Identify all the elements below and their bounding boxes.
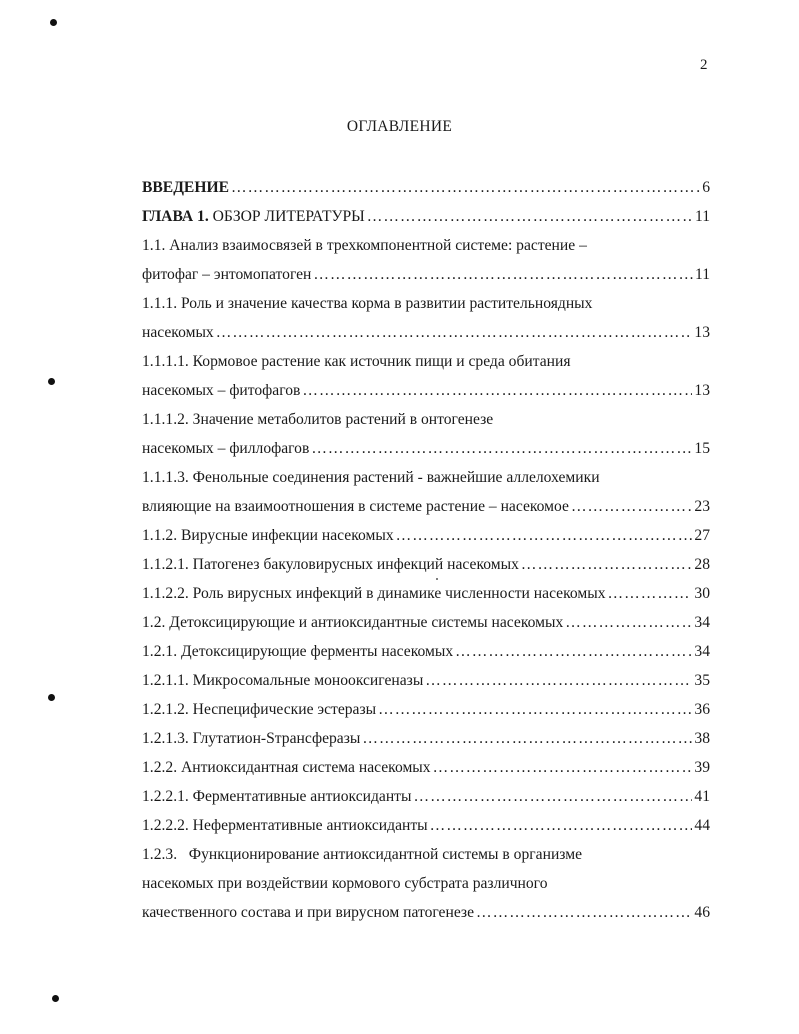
- toc-entry-title-cont: насекомых: [142, 324, 214, 341]
- toc-entry-1-2-1[interactable]: [142, 637, 710, 666]
- dot-leader: [425, 666, 692, 695]
- toc-entry-title-cont: насекомых при воздействии кормового субстрата различного: [142, 875, 548, 892]
- toc-entry-1-2-2-1[interactable]: [142, 782, 710, 811]
- dot-leader: [362, 724, 692, 753]
- toc-entry-title: 1.1.1.3. Фенольные соединения растений - важнейшие аллелохемики: [142, 469, 600, 486]
- toc-entry-title: [142, 202, 365, 231]
- scan-mark: [48, 694, 55, 701]
- toc-entry-title-cont: насекомых – фитофагов: [142, 382, 301, 399]
- toc-entry-1-2-1-2[interactable]: [142, 695, 710, 724]
- toc-entry-chapter-1[interactable]: [142, 202, 710, 231]
- toc-entry-title: 1.1.2.2. Роль вирусных инфекций в динамике численности насекомых: [142, 585, 606, 602]
- toc-entry-1-1-1-1-cont[interactable]: [142, 376, 710, 405]
- toc-entry-title: 1.1.1. Роль и значение качества корма в развитии растительноядных: [142, 295, 593, 312]
- toc-page-number: 11: [694, 266, 710, 283]
- dot-leader: [608, 579, 693, 608]
- toc-entry-1-1-1-cont[interactable]: [142, 318, 710, 347]
- toc-page-number: 11: [694, 208, 710, 225]
- dot-leader: [476, 898, 692, 927]
- toc-entry-title: 1.1. Анализ взаимосвязей в трехкомпонентной системе: растение –: [142, 237, 587, 254]
- scan-mark: [52, 995, 59, 1002]
- scan-mark: [48, 378, 55, 385]
- toc-entry-1-2-2-2[interactable]: [142, 811, 710, 840]
- toc-page-number: 13: [694, 382, 710, 399]
- chapter-title: ОБЗОР ЛИТЕРАТУРЫ: [208, 208, 365, 225]
- toc-page-number: 34: [694, 643, 710, 660]
- toc-entry-title: 1.2.2. Антиоксидантная система насекомых: [142, 759, 431, 776]
- toc-page-number: 28: [694, 556, 710, 573]
- toc-entry-title: 1.1.1.1. Кормовое растение как источник пищи и среда обитания: [142, 353, 571, 370]
- toc-page-number: 38: [694, 730, 710, 747]
- toc-entry-title: 1.2.2.1. Ферментативные антиоксиданты: [142, 788, 412, 805]
- toc-entry-1-1-1[interactable]: [142, 289, 710, 318]
- toc-entry-title: ВВЕДЕНИЕ: [142, 179, 229, 196]
- toc-page-number: 46: [694, 904, 710, 921]
- toc-page-number: 15: [694, 440, 710, 457]
- toc-entry-title: 1.1.2. Вирусные инфекции насекомых: [142, 527, 394, 544]
- toc-page-number: 41: [694, 788, 710, 805]
- toc-entry-1-2-3-cont2[interactable]: [142, 898, 710, 927]
- dot-leader: [430, 811, 693, 840]
- toc-entry-title: 1.1.2.1. Патогенез бакуловирусных инфекций насекомых: [142, 556, 519, 573]
- toc-entry-1-1-1-2-cont[interactable]: [142, 434, 710, 463]
- toc-entry-1-2[interactable]: [142, 608, 710, 637]
- toc-page-number: 27: [694, 527, 710, 544]
- toc-entry-title: 1.2.1.3. Глутатион-Sтрансферазы: [142, 730, 361, 747]
- dot-leader: [311, 434, 692, 463]
- toc-page-number: 39: [694, 759, 710, 776]
- toc-page-number: 6: [702, 179, 710, 196]
- toc-entry-1-1-1-2[interactable]: [142, 405, 710, 434]
- toc-entry-title: 1.2.3. Функционирование антиоксидантной системы в организме: [142, 846, 583, 863]
- toc-entry-1-2-3-cont[interactable]: [142, 869, 710, 898]
- toc-page-number: 36: [694, 701, 710, 718]
- toc-entry-title-cont: насекомых – филлофагов: [142, 440, 310, 457]
- toc-page-number: 13: [694, 324, 710, 341]
- toc-entry-1-1-1-1[interactable]: [142, 347, 710, 376]
- toc-entry-title: 1.2.2.2. Неферментативные антиоксиданты: [142, 817, 428, 834]
- dot-leader: [367, 202, 693, 231]
- toc-entry-title-cont: качественного состава и при вирусном патогенезе: [142, 904, 475, 921]
- chapter-label: ГЛАВА 1.: [142, 208, 209, 225]
- dot-leader: [413, 782, 692, 811]
- toc-entry-1-2-1-1[interactable]: [142, 666, 710, 695]
- dot-leader: [378, 695, 692, 724]
- dot-leader: [433, 753, 693, 782]
- dot-leader: [571, 492, 692, 521]
- toc-entry-title-cont: влияющие на взаимоотношения в системе растение – насекомое: [142, 498, 569, 515]
- toc-entry-title: 1.1.1.2. Значение метаболитов растений в онтогенезе: [142, 411, 494, 428]
- page-number: 2: [700, 57, 708, 73]
- toc-entry-1-1-2-2[interactable]: [142, 579, 710, 608]
- page-title: ОГЛАВЛЕНИЕ: [346, 118, 453, 135]
- dot-leader: [455, 637, 692, 666]
- dot-leader: [521, 550, 693, 579]
- scan-mark: [50, 19, 57, 26]
- toc-entry-1-1[interactable]: [142, 231, 710, 260]
- toc-entry-title: 1.2.1. Детоксицирующие ферменты насекомых: [142, 643, 454, 660]
- toc-entry-intro[interactable]: [142, 173, 710, 202]
- toc-entry-title: 1.2.1.2. Неспецифические эстеразы: [142, 701, 377, 718]
- toc-entry-1-2-3[interactable]: [142, 840, 710, 869]
- toc-entry-title: 1.2. Детоксицирующие и антиоксидантные системы насекомых: [142, 614, 564, 631]
- toc-entry-title: 1.2.1.1. Микросомальные монооксигеназы: [142, 672, 424, 689]
- toc-page-number: 34: [694, 614, 710, 631]
- toc-entry-1-1-1-3[interactable]: [142, 463, 710, 492]
- toc-page-number: 23: [694, 498, 710, 515]
- toc-entry-1-1-1-3-cont[interactable]: [142, 492, 710, 521]
- toc-entry-1-1-cont[interactable]: [142, 260, 710, 289]
- toc-entry-title-cont: фитофаг – энтомопатоген: [142, 266, 312, 283]
- dot-leader: [231, 173, 700, 202]
- dot-leader: [302, 376, 692, 405]
- toc-page-number: 30: [694, 585, 710, 602]
- dot-leader: [396, 521, 693, 550]
- toc-page-number: 35: [694, 672, 710, 689]
- toc-entry-1-1-2[interactable]: [142, 521, 710, 550]
- toc-entry-1-2-2[interactable]: [142, 753, 710, 782]
- dot-leader: [313, 260, 693, 289]
- toc-page-number: 44: [694, 817, 710, 834]
- table-of-contents: [142, 173, 710, 927]
- dot-leader: [565, 608, 692, 637]
- toc-entry-1-1-2-1[interactable]: [142, 550, 710, 579]
- dot-leader: [216, 318, 693, 347]
- toc-entry-1-2-1-3[interactable]: [142, 724, 710, 753]
